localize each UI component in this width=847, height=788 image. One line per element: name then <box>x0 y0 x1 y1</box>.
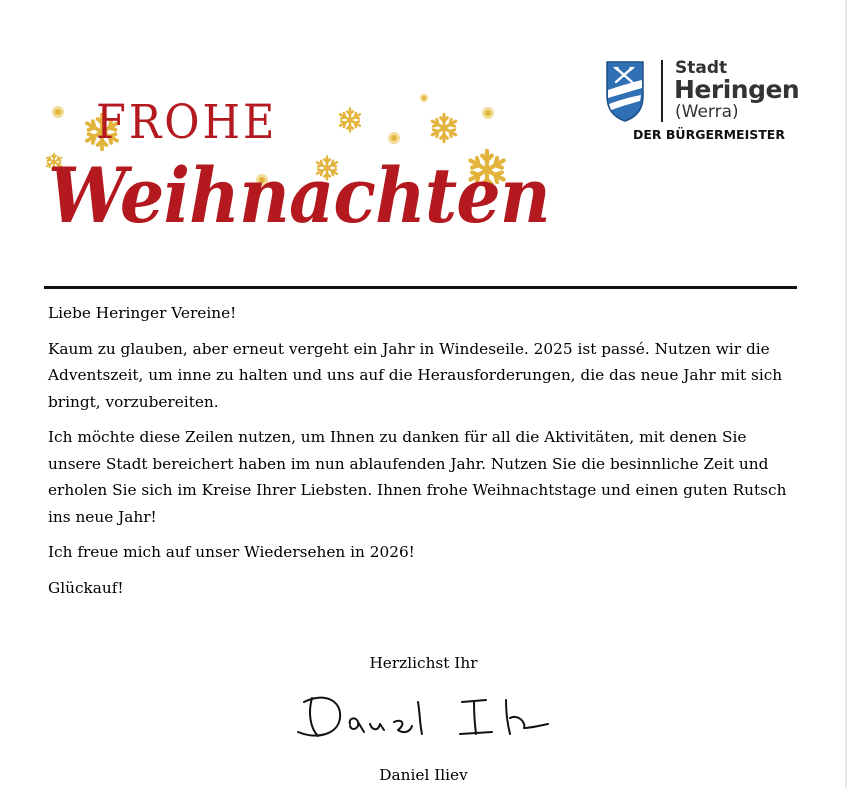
snowflake-icon <box>432 114 456 142</box>
city-logo <box>605 58 805 148</box>
letter-body <box>48 300 798 610</box>
logo-stadt: Stadt <box>675 58 728 78</box>
header-rule <box>44 286 797 289</box>
city-crest-icon <box>605 60 645 122</box>
closing: Herzlichst Ihr <box>369 654 478 672</box>
paragraph-1: Kaum zu glauben, aber erneut vergeht ein Jahr in Windeseile. 2025 ist passé. Nutzen wir die Adventszeit, um inne zu halten und uns auf die Herausforderungen, die das neue Jahr mit sich bringt, vorzubereiten. <box>48 339 783 411</box>
logo-divider <box>661 60 663 122</box>
mayor-title: DER BÜRGERMEISTER <box>633 127 785 142</box>
signer-name: Daniel Iliev <box>379 766 468 784</box>
logo-werra: (Werra) <box>675 102 739 122</box>
paragraph-2: Ich möchte diese Zeilen nutzen, um Ihnen zu danken für all die Aktivitäten, mit denen Sie unsere Stadt bereichert haben im nun ablaufenden Jahr. Nutzen Sie die besinnliche Zeit und erholen Sie sich im Kreise Ihrer Liebsten. Ihnen frohe Weihnachtstage und einen guten Rutsch ins neue Jahr! <box>48 428 787 526</box>
salutation: Liebe Heringer Vereine! <box>48 304 237 322</box>
paragraph-3: Ich freue mich auf unser Wiedersehen in 2026! <box>48 543 415 561</box>
handwritten-signature <box>294 688 554 744</box>
snowflake-icon <box>340 109 360 132</box>
logo-heringen: Heringen <box>674 75 800 104</box>
banner-line1: FROHE <box>96 95 278 150</box>
greeting: Glückauf! <box>48 578 124 597</box>
banner-line2: Weihnachten <box>48 151 550 240</box>
